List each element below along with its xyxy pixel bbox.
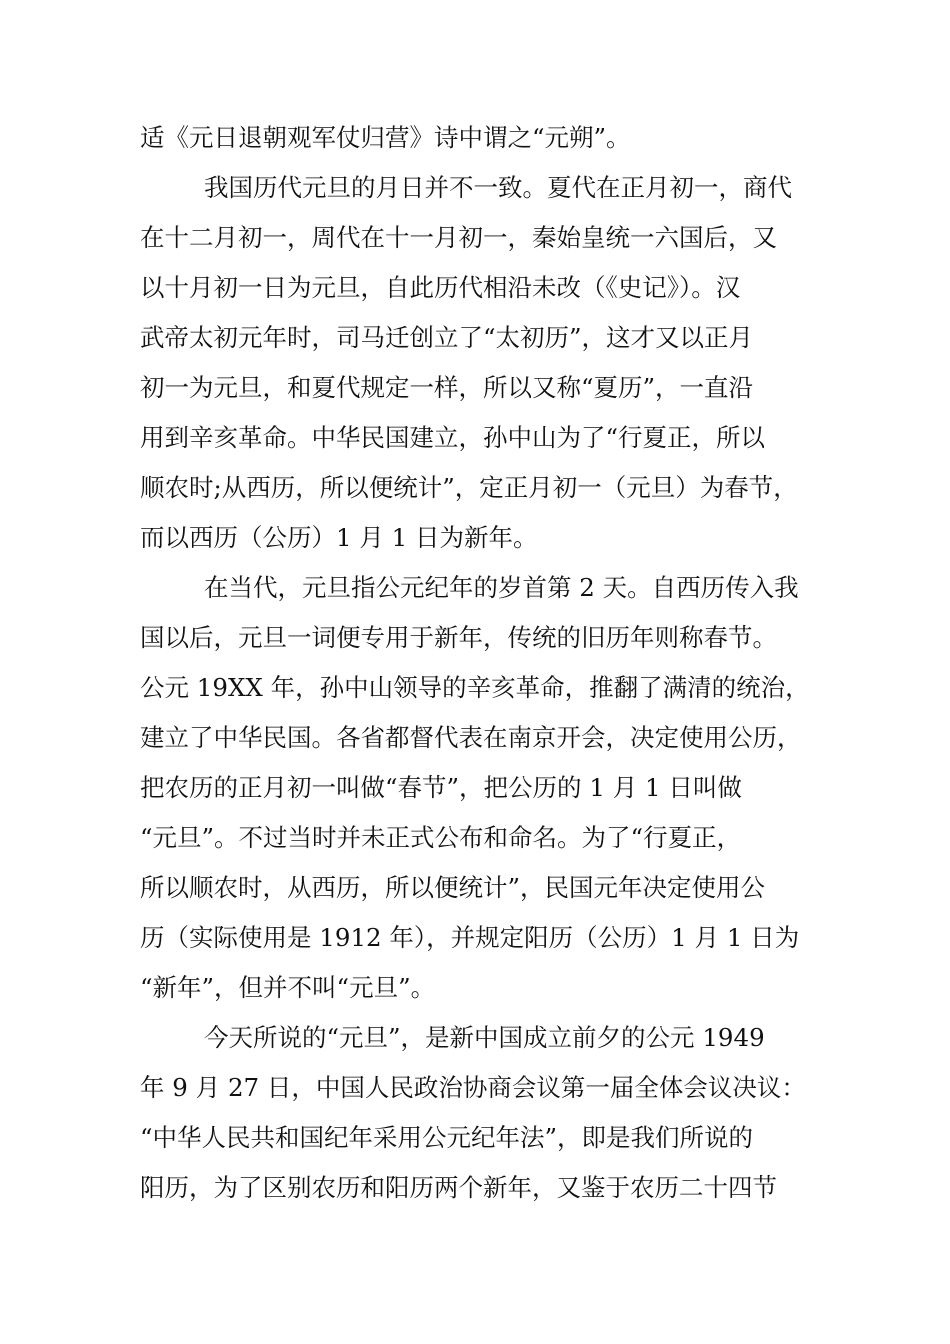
text-line: 武帝太初元年时，司马迁创立了“太初历”，这才又以正月 [140, 323, 754, 352]
paragraph-first-line: 今天所说的“元旦”，是新中国成立前夕的公元 1949 [204, 1023, 765, 1052]
text-line: 历（实际使用是 1912 年），并规定阳历（公历）1 月 1 日为 [140, 923, 800, 952]
text-line: 在十二月初一，周代在十一月初一，秦始皇统一六国后，又 [140, 223, 777, 252]
text-line: 顺农时;从西历，所以便统计”，定正月初一（元旦）为春节， [140, 473, 798, 502]
text-line: 初一为元旦，和夏代规定一样，所以又称“夏历”，一直沿 [140, 373, 754, 402]
text-line: 所以顺农时，从西历，所以便统计”，民国元年决定使用公 [140, 873, 766, 902]
text-line: “元旦”。不过当时并未正式公布和命名。为了“行夏正， [140, 823, 742, 852]
text-line: 年 9 月 27 日，中国人民政治协商会议第一届全体会议决议： [140, 1073, 806, 1102]
text-line: 建立了中华民国。各省都督代表在南京开会，决定使用公历， [140, 723, 802, 752]
text-line: 阳历，为了区别农历和阳历两个新年，又鉴于农历二十四节 [140, 1173, 777, 1202]
body-text [140, 113, 840, 1213]
paragraph-first-line: 在当代，元旦指公元纪年的岁首第 2 天。自西历传入我 [204, 573, 799, 602]
text-line: 以十月初一日为元旦，自此历代相沿未改（《史记》）。汉 [140, 273, 741, 302]
text-line: 把农历的正月初一叫做“春节”，把公历的 1 月 1 日叫做 [140, 773, 742, 802]
text-line: “中华人民共和国纪年采用公元纪年法”，即是我们所说的 [140, 1123, 754, 1152]
text-line: 用到辛亥革命。中华民国建立，孙中山为了“行夏正，所以 [140, 423, 766, 452]
text-line: “新年”，但并不叫“元旦”。 [140, 973, 436, 1002]
text-line: 而以西历（公历）1 月 1 日为新年。 [140, 523, 538, 552]
text-line: 国以后，元旦一词便专用于新年，传统的旧历年则称春节。 [140, 623, 777, 652]
text-line: 适《元日退朝观军仗归营》诗中谓之“元朔”。 [140, 123, 631, 152]
paragraph-first-line: 我国历代元旦的月日并不一致。夏代在正月初一，商代 [204, 173, 792, 202]
text-line: 公元 19XX 年，孙中山领导的辛亥革命，推翻了满清的统治， [140, 673, 810, 702]
